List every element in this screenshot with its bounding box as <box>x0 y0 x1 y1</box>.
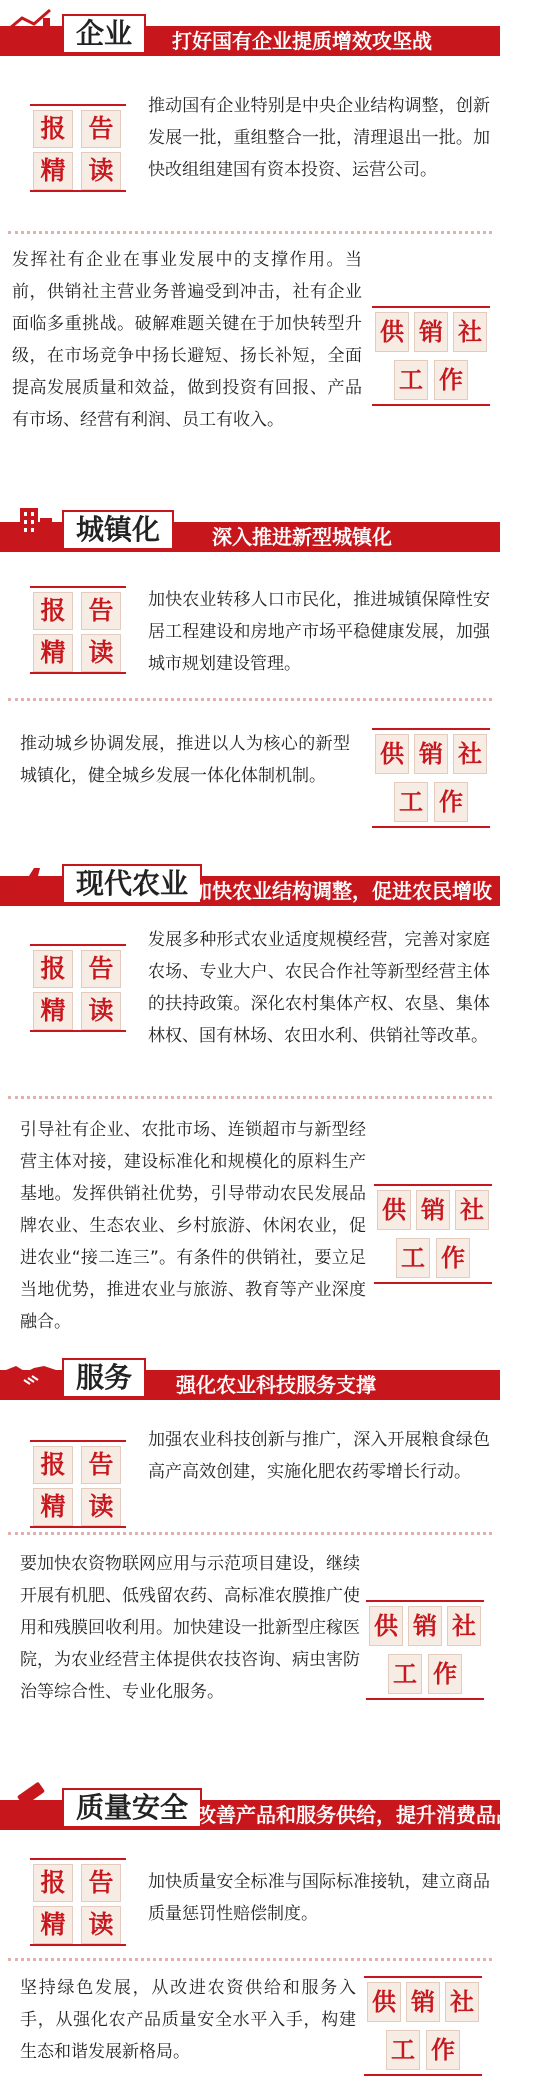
separator <box>8 1096 492 1099</box>
report-badge <box>30 944 126 1032</box>
section-header-modern-agriculture <box>0 858 500 906</box>
separator <box>8 1958 492 1961</box>
work-badge <box>372 306 490 406</box>
report-badge <box>30 586 126 674</box>
category-title: 现代农业 <box>62 864 202 904</box>
badge-char: 社 <box>447 1606 481 1646</box>
topic-title: 打好国有企业提质增效攻坚战 <box>172 29 432 53</box>
report-badge <box>30 1858 126 1946</box>
category-title: 服务 <box>62 1358 146 1398</box>
work-text: 引导社有企业、农批市场、连锁超市与新型经营主体对接，建设标准化和规模化的原料生产基地。发挥供销社优势，引导带动农民发展品牌农业、生态农业、乡村旅游、休闲农业，促进农业“接二连三”。有条件的供销社，要立足当地优势，推进农业与旅游、教育等产业深度融合。 <box>20 1120 366 1332</box>
bar-chart-icon <box>4 8 58 56</box>
badge-char: 销 <box>406 1982 440 2022</box>
badge-char: 工 <box>394 782 428 822</box>
work-badge <box>364 1976 482 2076</box>
badge-char: 读 <box>81 1488 121 1526</box>
separator <box>8 1532 492 1535</box>
badge-char: 读 <box>81 992 121 1030</box>
badge-char: 精 <box>33 1488 73 1526</box>
badge-char: 工 <box>386 2030 420 2070</box>
badge-char: 销 <box>414 312 448 352</box>
badge-char: 精 <box>33 152 73 190</box>
badge-char: 读 <box>81 634 121 672</box>
report-badge <box>30 104 126 192</box>
badge-char: 报 <box>33 1446 73 1484</box>
badge-char: 作 <box>434 782 468 822</box>
badge-char: 销 <box>416 1190 450 1230</box>
topic-title: 加快农业结构调整，促进农民增收 <box>192 879 492 903</box>
badge-char: 精 <box>33 634 73 672</box>
badge-char: 精 <box>33 992 73 1030</box>
badge-char: 作 <box>426 2030 460 2070</box>
badge-char: 报 <box>33 592 73 630</box>
badge-char: 告 <box>81 1446 121 1484</box>
badge-char: 作 <box>428 1654 462 1694</box>
badge-char: 精 <box>33 1906 73 1944</box>
badge-char: 社 <box>453 312 487 352</box>
work-badge <box>366 1600 484 1700</box>
section-header-quality-safety <box>0 1782 536 1830</box>
badge-char: 工 <box>396 1238 430 1278</box>
report-text: 推动国有企业特别是中央企业结构调整，创新发展一批，重组整合一批，清理退出一批。加快改组组建国有资本投资、运营公司。 <box>148 96 490 180</box>
topic-title: 深入推进新型城镇化 <box>212 525 392 549</box>
badge-char: 报 <box>33 950 73 988</box>
section-header-service <box>0 1352 500 1400</box>
gavel-icon <box>4 1782 58 1830</box>
badge-char: 作 <box>434 360 468 400</box>
badge-char: 社 <box>445 1982 479 2022</box>
category-title: 质量安全 <box>62 1788 202 1828</box>
badge-char: 供 <box>377 1190 411 1230</box>
badge-char: 销 <box>414 734 448 774</box>
badge-char: 供 <box>375 734 409 774</box>
badge-char: 告 <box>81 110 121 148</box>
badge-char: 社 <box>453 734 487 774</box>
report-text: 加快质量安全标准与国际标准接轨，建立商品质量惩罚性赔偿制度。 <box>148 1872 490 1924</box>
badge-char: 告 <box>81 950 121 988</box>
badge-char: 工 <box>394 360 428 400</box>
badge-char: 报 <box>33 1864 73 1902</box>
work-badge <box>374 1184 492 1284</box>
handshake-icon <box>4 1352 58 1400</box>
separator <box>8 698 492 701</box>
section-header-enterprise <box>0 8 500 56</box>
category-title: 企业 <box>62 14 146 54</box>
badge-char: 社 <box>455 1190 489 1230</box>
topic-title: 强化农业科技服务支撑 <box>176 1373 376 1397</box>
airplane-icon <box>4 858 58 906</box>
badge-char: 告 <box>81 1864 121 1902</box>
badge-char: 供 <box>375 312 409 352</box>
badge-char: 供 <box>367 1982 401 2022</box>
report-text: 发展多种形式农业适度规模经营，完善对家庭农场、专业大户、农民合作社等新型经营主体的扶持政策。深化农村集体产权、农垦、集体林权、国有林场、农田水利、供销社等改革。 <box>148 930 490 1046</box>
work-text: 推动城乡协调发展，推进以人为核心的新型城镇化，健全城乡发展一体化体制机制。 <box>20 734 350 786</box>
work-text: 要加快农资物联网应用与示范项目建设，继续开展有机肥、低残留农药、高标准农膜推广使用和残膜回收利用。加快建设一批新型庄稼医院，为农业经营主体提供农技咨询、病虫害防治等综合性、专业化服务。 <box>20 1554 360 1702</box>
report-text: 加快农业转移人口市民化，推进城镇保障性安居工程建设和房地产市场平稳健康发展，加强城市规划建设管理。 <box>148 590 490 674</box>
badge-char: 作 <box>436 1238 470 1278</box>
report-text: 加强农业科技创新与推广，深入开展粮食绿色高产高效创建，实施化肥农药零增长行动。 <box>148 1430 490 1482</box>
badge-char: 销 <box>408 1606 442 1646</box>
badge-char: 读 <box>81 1906 121 1944</box>
building-icon <box>4 504 58 552</box>
badge-char: 读 <box>81 152 121 190</box>
work-badge <box>372 728 490 828</box>
work-text: 发挥社有企业在事业发展中的支撑作用。当前，供销社主营业务普遍受到冲击，社有企业面临多重挑战。破解难题关键在于加快转型升级，在市场竞争中扬长避短、扬长补短，全面提高发展质量和效益，做到投资有回报、产品有市场、经营有利润、员工有收入。 <box>12 250 362 430</box>
report-badge <box>30 1440 126 1528</box>
category-title: 城镇化 <box>62 510 174 550</box>
topic-title: 改善产品和服务供给，提升消费品品质 <box>196 1803 536 1827</box>
badge-char: 报 <box>33 110 73 148</box>
badge-char: 告 <box>81 592 121 630</box>
separator <box>8 231 492 234</box>
section-header-urbanization <box>0 504 500 552</box>
badge-char: 供 <box>369 1606 403 1646</box>
badge-char: 工 <box>388 1654 422 1694</box>
work-text: 坚持绿色发展，从改进农资供给和服务入手，从强化农产品质量安全水平入手，构建生态和谐发展新格局。 <box>20 1978 356 2062</box>
